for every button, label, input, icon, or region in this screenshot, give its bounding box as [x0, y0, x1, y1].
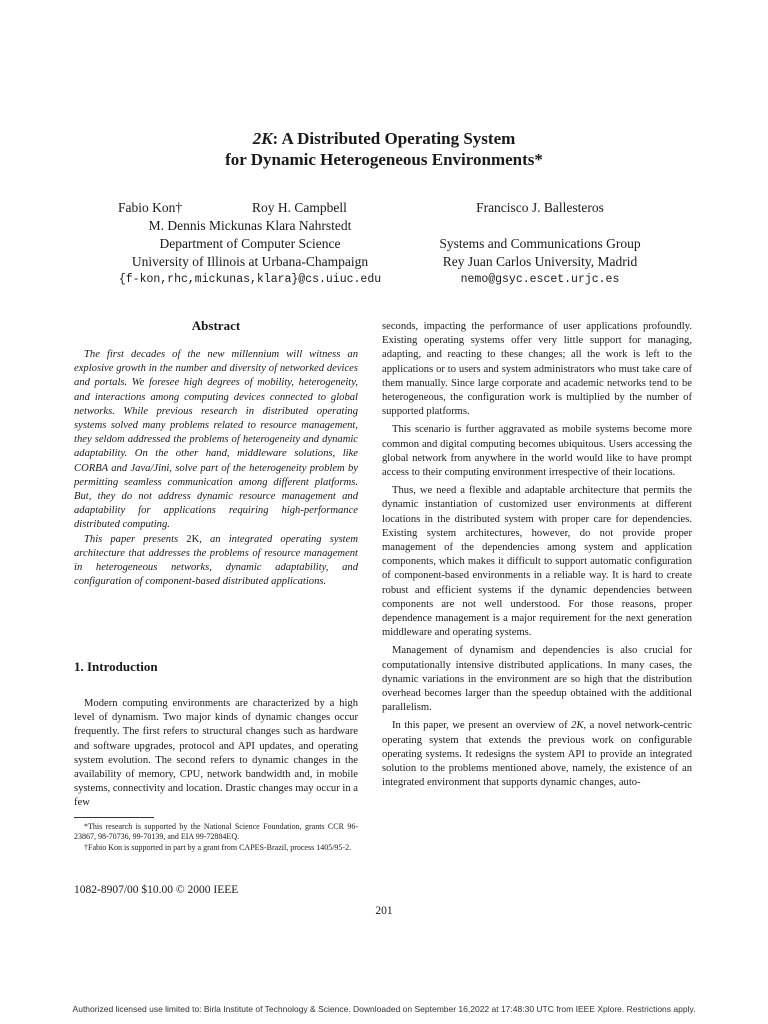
affiliation-university: University of Illinois at Urbana-Champaign	[131, 254, 369, 269]
abstract-heading: Abstract	[191, 318, 241, 333]
introduction-paragraph-1: Modern computing environments are characterized by a high level of dynamism. Two major kinds of dynamic changes occur frequently. The first refers to structural changes such as hardware and software upgrades, protocol and API updates, and operating system evolution. The second refers to dynamic changes in the availability of memory, CPU, network bandwidth and, in mobile systems, connectivity and location. Drastic changes may occur in a few	[74, 698, 358, 809]
introduction-heading: 1. Introduction	[74, 659, 158, 674]
affiliation-group: Systems and Communications Group	[439, 236, 641, 251]
email-uiuc: {f-kon,rhc,mickunas,klara}@cs.uiuc.edu	[118, 273, 382, 286]
right-paragraph-1: seconds, impacting the performance of user applications profoundly. Existing operating systems offer very little support for managing, adapting, and reacting to these changes; all the work is left to the applications or to users and system administrators who must take care of them manually. Since large corporate and academic networks tend to be heterogeneous, the configuration work is multiplied by the number of supported platforms.	[382, 321, 692, 418]
abstract-paragraph-2	[74, 533, 358, 590]
right-p5-part-c: , a novel network-centric operating system that extends the previous work on configurable operating systems. It redesigns the system API to provide an integrated solution to the problems mentioned above, namely, the existence of an integrated environment that supports dynamic changes, auto-	[382, 720, 692, 789]
title-rest: : A Distributed Operating System	[272, 129, 516, 148]
right-paragraph-2: This scenario is further aggravated as mobile systems become more common and digital computing becomes ubiquitous. Users accessing the global network from anywhere in the world would like to have prompt access to their computing environment irrespective of their locations.	[382, 424, 692, 479]
abstract-p2-2k: 2K	[186, 533, 200, 545]
author-fabio-kon: Fabio Kon†	[118, 200, 183, 215]
abstract-p2-part-a: This paper presents	[84, 533, 187, 545]
right-paragraph-3: Thus, we need a flexible and adaptable architecture that permits the dynamic instantiation of customized user environments at different locations in the distributed system with proper care for dependencies. Existing system architectures, however, do not provide proper management of the dependencies among system and application components, which makes it difficult to support automatic configuration of component-based environments in a reliable way. It is hard to create robust and efficient systems if the dynamic dependencies between components are not well understood. For those reasons, proper dependence management is a major requirement for the next generation middleware and operating systems.	[382, 485, 692, 639]
abstract-body	[74, 348, 358, 589]
footnotes	[74, 822, 358, 853]
abstract-paragraph-1: The first decades of the new millennium will witness an explosive growth in the number and diversity of networked devices and portals. We foresee high degrees of mobility, heterogeneity, and interactions among computing devices connected to global networks. While previous research in distributed operating systems solved many problems related to resource management, they seldom addressed the problems of heterogeneity and dynamic adaptability. On the other hand, middleware solutions, like CORBA and Java/Jini, solve part of the heterogeneity problem by permitting seamless communication among different platforms. But, they do not address dynamic resource management and adaptability for applications requiring high-performance distributed computing.	[74, 349, 358, 531]
introduction-body	[74, 697, 358, 811]
email-urjc: nemo@gsyc.escet.urjc.es	[460, 273, 620, 286]
right-column-body	[382, 320, 692, 791]
affiliation-urjc: Rey Juan Carlos University, Madrid	[442, 254, 638, 269]
paper-title-line-1	[0, 128, 768, 149]
author-roy-campbell: Roy H. Campbell	[252, 200, 347, 215]
issn-copyright: 1082-8907/00 $10.00 © 2000 IEEE	[74, 884, 239, 896]
right-p5-part-a: In this paper, we present an overview of	[392, 720, 572, 732]
author-ballesteros: Francisco J. Ballesteros	[476, 200, 604, 215]
right-paragraph-4: Management of dynamism and dependencies is also crucial for computationally intensive distributed applications. In many cases, the dynamic variations in the environment are so high that the distribution overhead becomes larger than the speedup obtained with the additional parallelism.	[382, 645, 692, 714]
page-number: 201	[375, 905, 393, 917]
right-paragraph-5	[382, 719, 692, 790]
affiliation-dept: Department of Computer Science	[159, 236, 341, 251]
abstract-p2-part-c: , an integrated operating system architecture that addresses the problems of resource management in heterogeneous networks, dynamic adaptability, and configuration of component-based distributed applications.	[74, 533, 358, 588]
footnote-nsf: *This research is supported by the National Science Foundation, grants CCR 96-23867, 98-70736, 99-70139, and EIA 99-72884EQ.	[74, 822, 358, 842]
license-footer: Authorized licensed use limited to: Birla Institute of Technology & Science. Downloaded on September 16,2022 at 17:48:30 UTC from IEEE Xplore. Restrictions apply.	[72, 1004, 696, 1014]
paper-title-line-2: for Dynamic Heterogeneous Environments*	[225, 150, 543, 169]
title-italic-2k: 2K	[252, 129, 273, 148]
authors-line-2: M. Dennis Mickunas Klara Nahrstedt	[148, 218, 352, 233]
footnote-capes: †Fabio Kon is supported in part by a grant from CAPES-Brazil, process 1405/95-2.	[84, 842, 352, 852]
footnote-rule	[74, 817, 154, 818]
right-p5-2k: 2K	[571, 720, 584, 732]
